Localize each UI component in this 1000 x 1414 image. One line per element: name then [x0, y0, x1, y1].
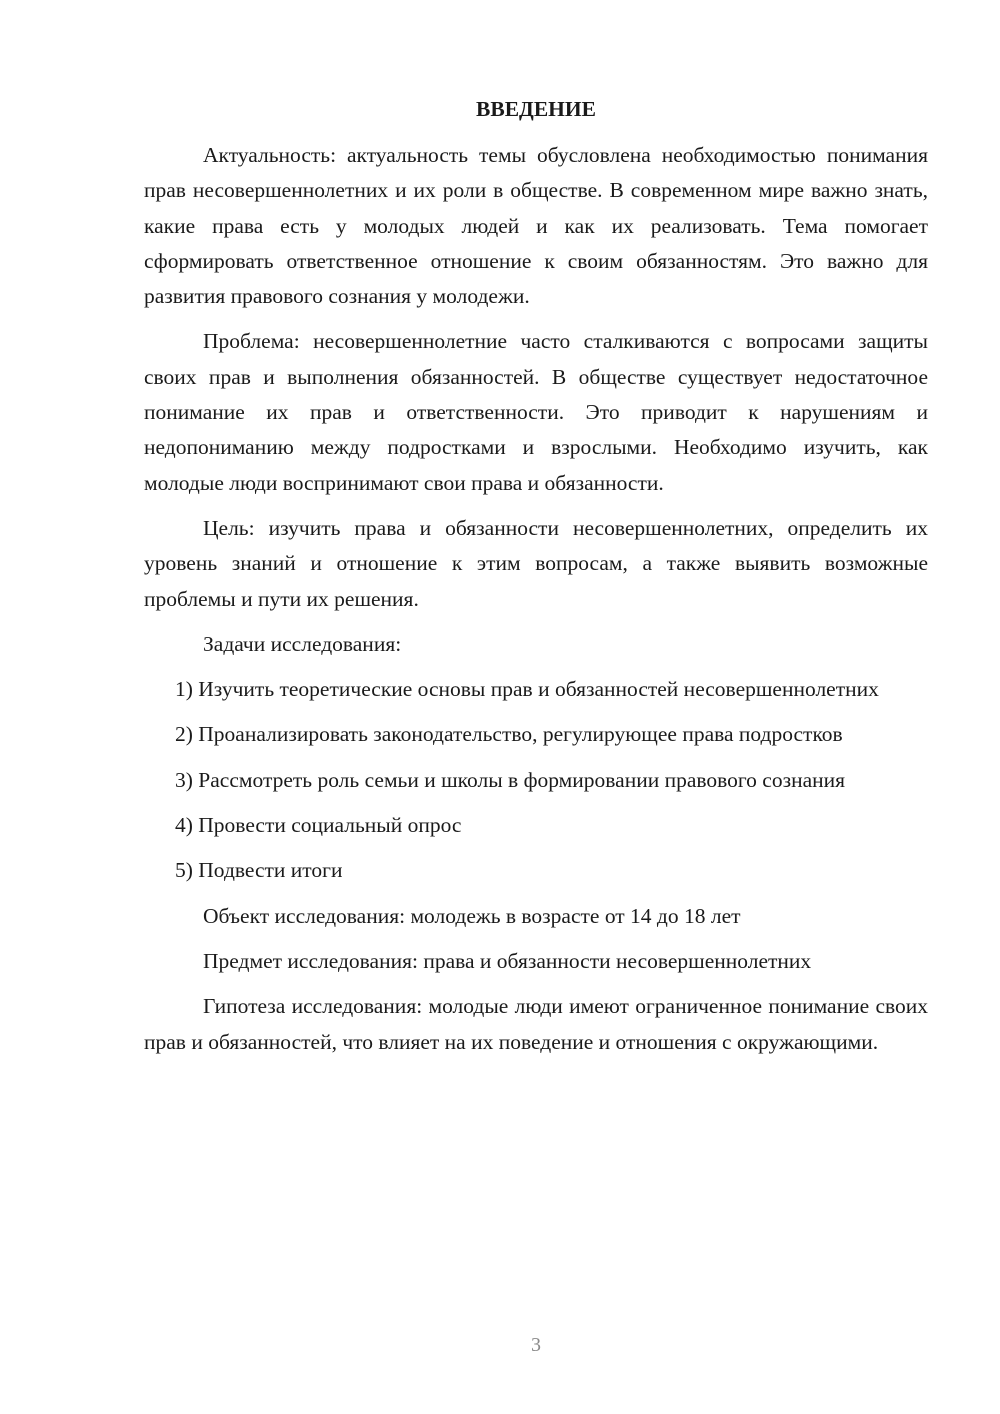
- task-item: 1) Изучить теоретические основы прав и обязанностей несовершеннолетних: [175, 677, 879, 702]
- task-item: 5) Подвести итоги: [175, 858, 343, 883]
- problem-paragraph: Проблема: несовершеннолетние часто сталкиваются с вопросами защиты своих прав и выполнения обязанностей. В обществе существует недостаточное понимание их прав и ответственности. Это приводит к нарушениям и недопониманию между подростками и взрослыми. Необходимо изучить, как молодые люди воспринимают свои права и обязанности.: [144, 329, 928, 495]
- subject-paragraph: Предмет исследования: права и обязанности несовершеннолетних: [203, 948, 812, 973]
- page-title: ВВЕДЕНИЕ: [476, 97, 596, 121]
- document-page: [144, 92, 928, 1070]
- object-paragraph: Объект исследования: молодежь в возрасте от 14 до 18 лет: [203, 903, 741, 928]
- page-number: 3: [531, 1334, 541, 1356]
- goal-paragraph: Цель: изучить права и обязанности несовершеннолетних, определить их уровень знаний и отношение к этим вопросам, а также выявить возможные проблемы и пути их решения.: [144, 515, 928, 611]
- task-item: 2) Проанализировать законодательство, регулирующее права подростков: [175, 722, 843, 747]
- relevance-paragraph: Актуальность: актуальность темы обусловлена необходимостью понимания прав несовершеннолетних и их роли в обществе. В современном мире важно знать, какие права есть у молодых людей и как их реализовать. Тема помогает сформировать ответственное отношение к своим обязанностям. Это важно для развития правового сознания у молодежи.: [144, 143, 928, 309]
- hypothesis-paragraph: Гипотеза исследования: молодые люди имеют ограниченное понимание своих прав и обязанностей, что влияет на их поведение и отношения с окружающими.: [144, 994, 928, 1054]
- task-item: 4) Провести социальный опрос: [175, 813, 462, 838]
- task-item: 3) Рассмотреть роль семьи и школы в формировании правового сознания: [175, 767, 846, 792]
- tasks-heading: Задачи исследования:: [203, 631, 402, 656]
